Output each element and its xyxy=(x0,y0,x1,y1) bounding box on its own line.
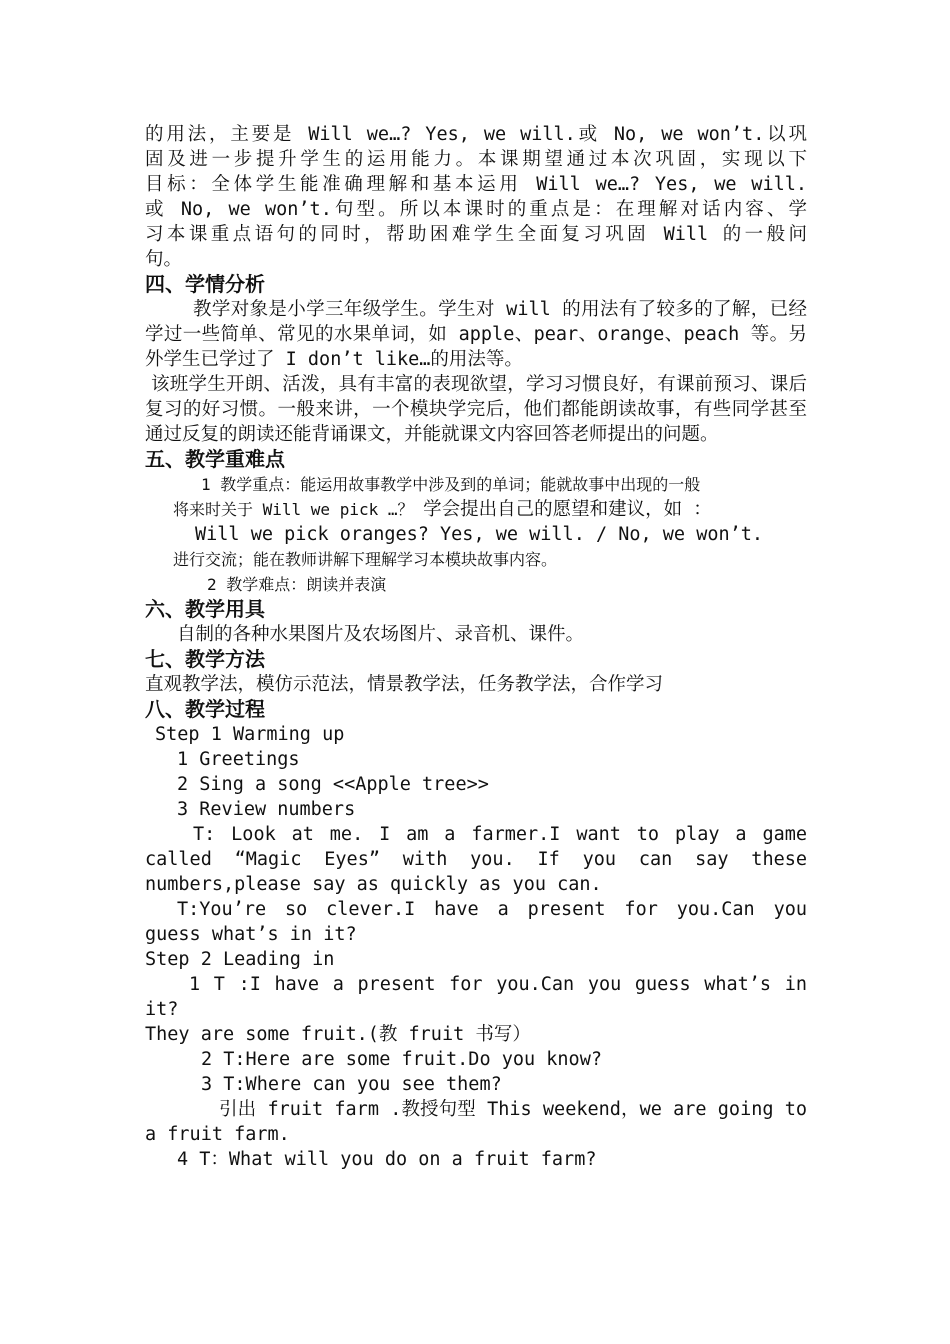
step-item: 2 Sing a song <<Apple tree>> xyxy=(177,774,489,795)
intro-line: 句。 xyxy=(145,249,183,270)
document-body xyxy=(145,122,807,1172)
intro-line: 目标：全体学生能准确理解和基本运用 Will we…? Yes, we will. xyxy=(145,174,807,195)
section-heading: 五、教学重难点 xyxy=(145,447,285,471)
paragraph: 1 T :I have a present for you.Can you guess what’s in it? xyxy=(145,974,807,1020)
section-heading: 八、教学过程 xyxy=(145,697,265,721)
step-item: 3 Review numbers xyxy=(177,799,356,820)
paragraph: 引出 fruit farm .教授句型 This weekend，we are going to a fruit farm. xyxy=(145,1099,807,1145)
intro-line: 或 No, we won’t.句型。所以本课时的重点是：在理解对话内容、学 xyxy=(145,199,807,220)
step-title: Step 2 Leading in xyxy=(145,949,335,970)
key-point-line: Will we pick oranges? Yes, we will. / No, we won’t. xyxy=(195,524,764,545)
paragraph: 该班学生开朗、活泼，具有丰富的表现欲望，学习习惯良好，有课前预习、课后复习的好习惯。一般来讲，一个模块学完后，他们都能朗读故事，有些同学甚至通过反复的朗读还能背诵课文，并能就课文内容回答老师提出的问题。 xyxy=(145,374,807,445)
section-heading: 七、教学方法 xyxy=(145,647,265,671)
section-heading: 六、教学用具 xyxy=(145,597,265,621)
step-title: Step 1 Warming up xyxy=(155,724,345,745)
key-point-line xyxy=(145,497,807,522)
paragraph: T: Look at me. I am a farmer.I want to play a game called “Magic Eyes” with you. If you can say these numbers,please say as quickly as you can. xyxy=(145,824,807,895)
paragraph: 教学对象是小学三年级学生。学生对 will 的用法有了较多的了解，已经学过一些简单、常见的水果单词，如 apple、pear、orange、peach 等。另外学生已学过了 I don’t like…的用法等。 xyxy=(145,299,807,370)
intro-line: 习本课重点语句的同时，帮助困难学生全面复习巩固 Will 的一般问 xyxy=(145,224,807,245)
paragraph: 自制的各种水果图片及农场图片、录音机、课件。 xyxy=(177,624,585,645)
paragraph: 直观教学法，模仿示范法，情景教学法，任务教学法，合作学习 xyxy=(145,674,664,695)
paragraph: T:You’re so clever.I have a present for you.Can you guess what’s in it? xyxy=(145,899,807,945)
step-item: 4 T：What will you do on a fruit farm? xyxy=(177,1149,597,1170)
intro-line: 的用法，主要是 Will we…? Yes, we will.或 No, we won’t.以巩 xyxy=(145,124,807,145)
key-point-text: 学会提出自己的愿望和建议，如 ： xyxy=(423,499,712,520)
paragraph: They are some fruit.(教 fruit 书写） xyxy=(145,1024,531,1045)
key-point-text: 将来时关于 Will we pick …？ xyxy=(173,500,414,519)
step-item: 2 T:Here are some fruit.Do you know? xyxy=(201,1049,602,1070)
step-item: 1 Greetings xyxy=(177,749,300,770)
section-heading: 四、学情分析 xyxy=(145,272,265,296)
key-point-line: 1 教学重点：能运用故事教学中涉及到的单词；能就故事中出现的一般 xyxy=(201,475,701,494)
difficulty-line: 2 教学难点：朗读并表演 xyxy=(207,575,387,594)
step-item: 3 T:Where can you see them? xyxy=(201,1074,502,1095)
key-point-line: 进行交流；能在教师讲解下理解学习本模块故事内容。 xyxy=(173,550,558,569)
intro-line: 固及进一步提升学生的运用能力。本课期望通过本次巩固，实现以下 xyxy=(145,149,807,170)
